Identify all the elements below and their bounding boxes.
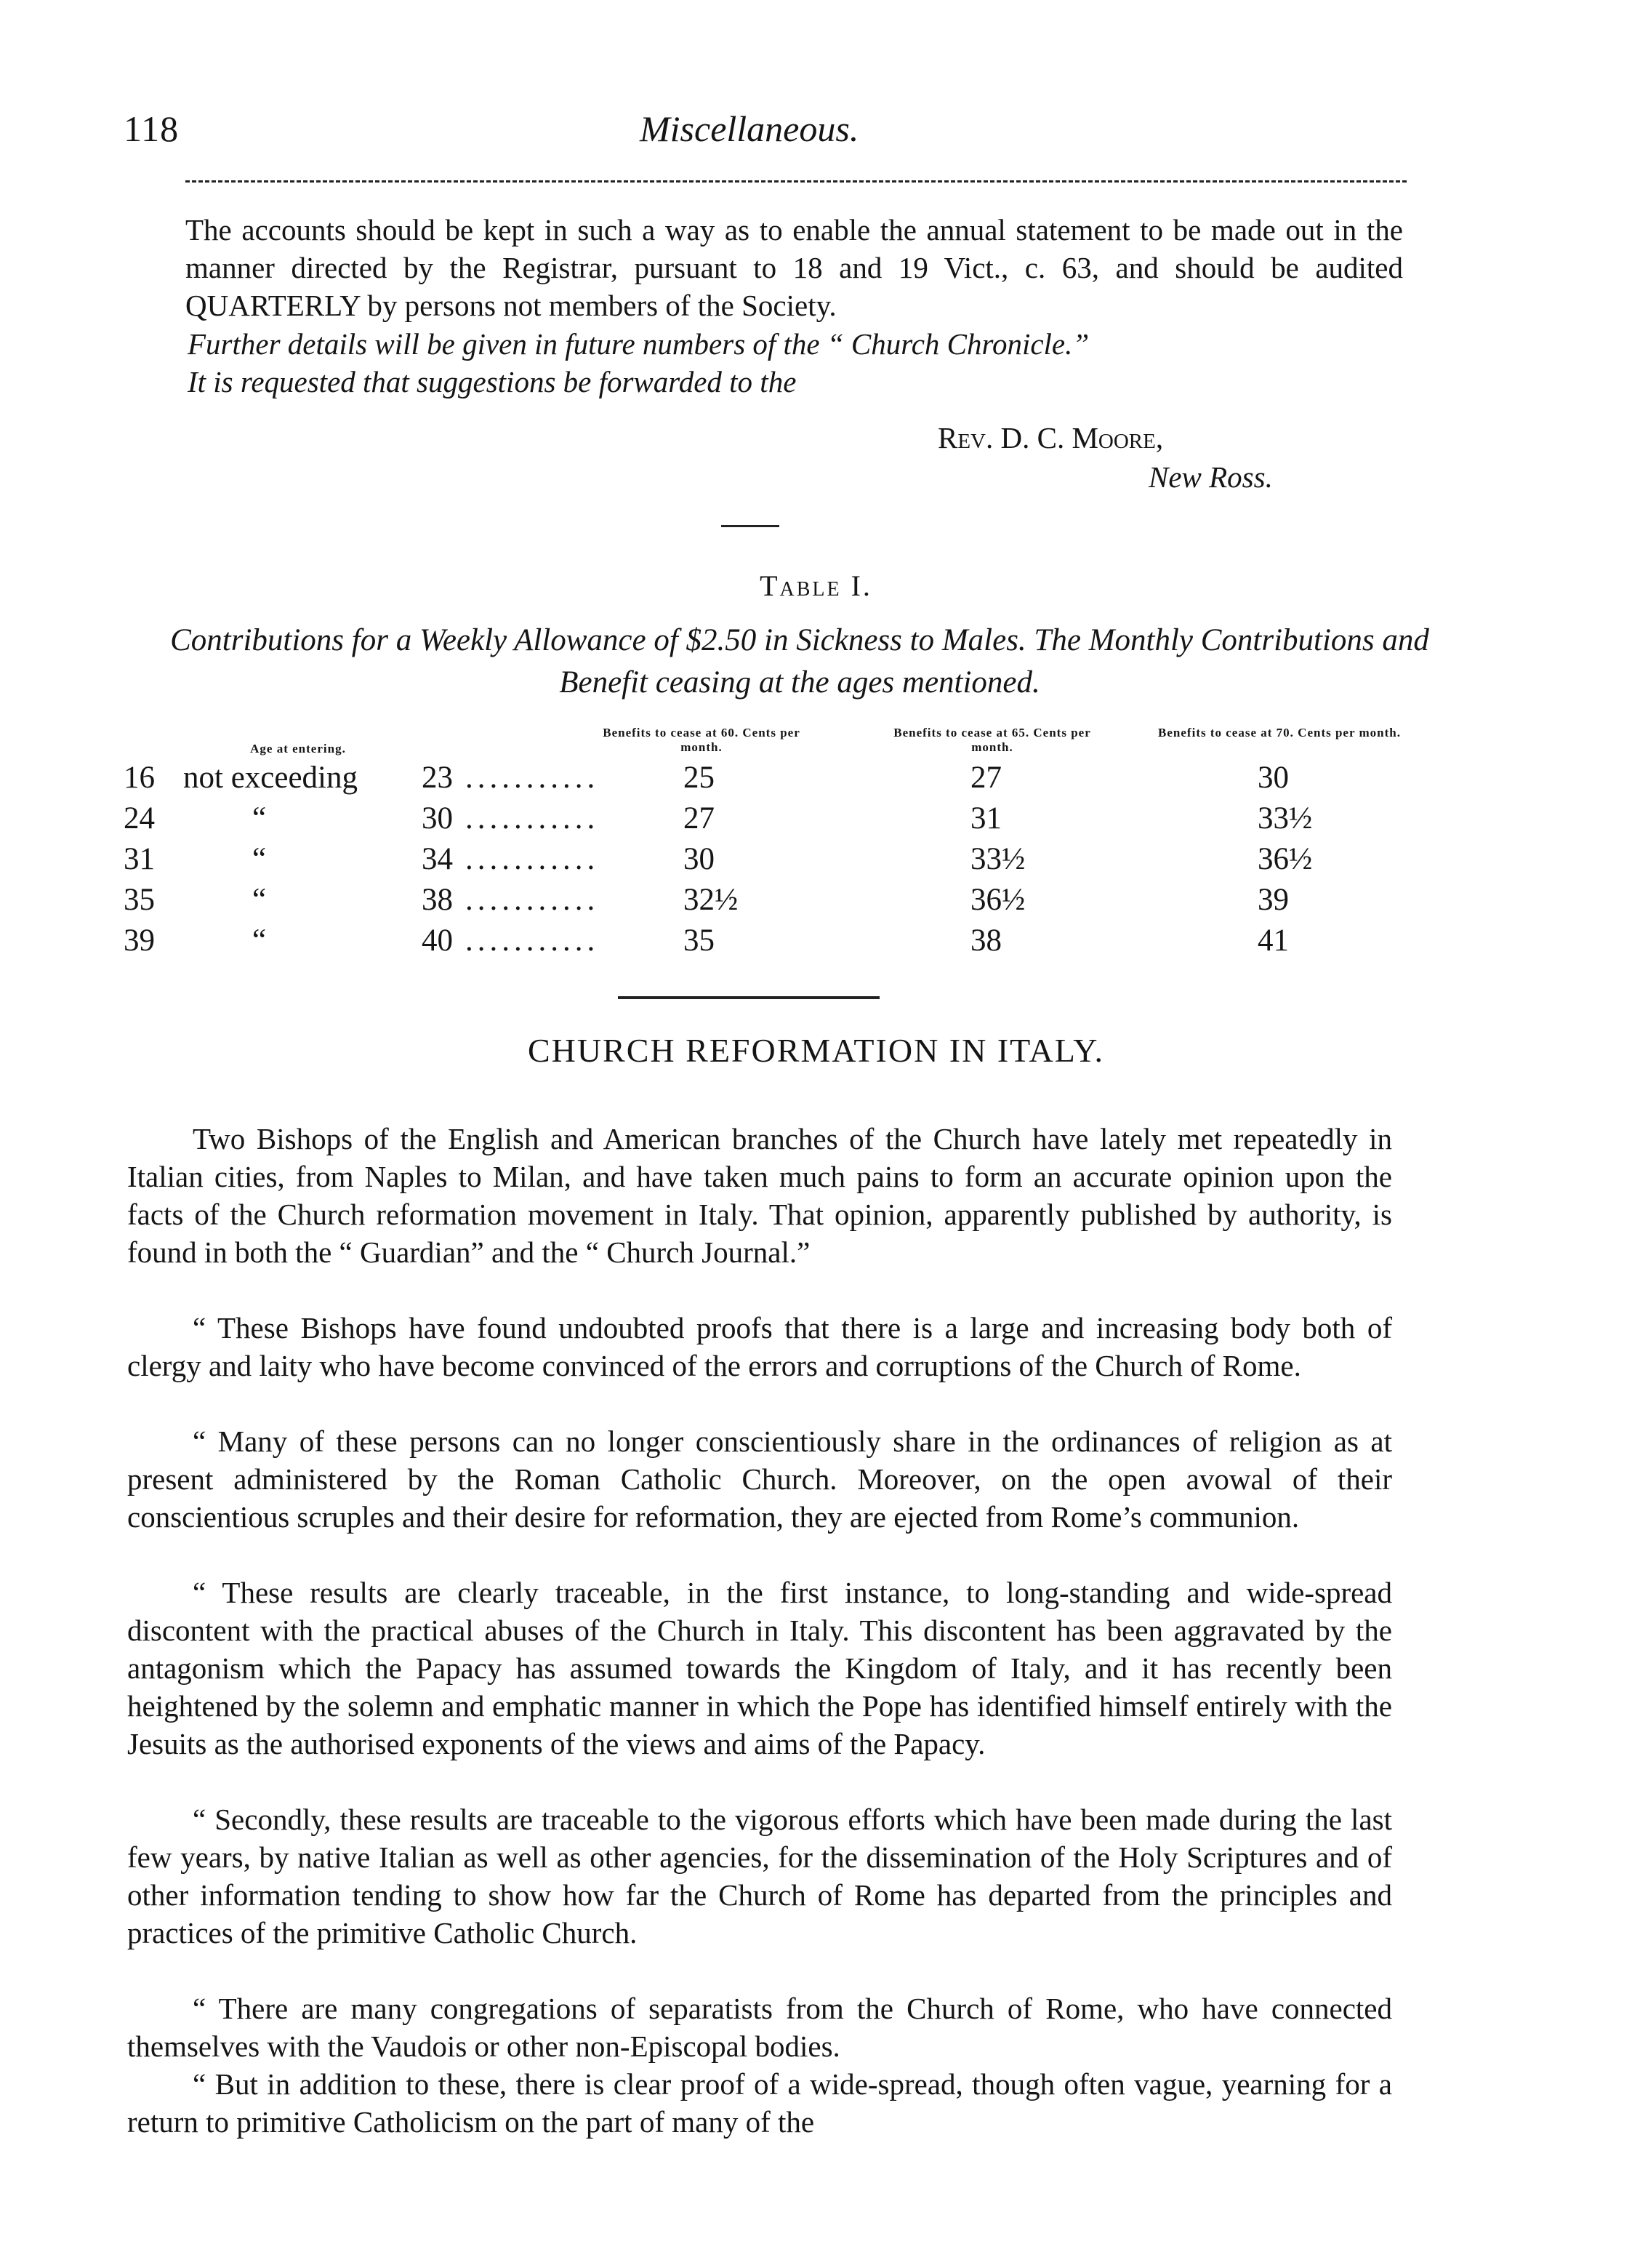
table-row bbox=[124, 760, 1432, 801]
dot-leader: ........... bbox=[465, 842, 600, 876]
cell-benefit-70: 33½ bbox=[1258, 801, 1313, 836]
cell-age: 39 bbox=[124, 923, 155, 958]
cell-age-limit: 40 bbox=[422, 923, 453, 958]
table-caption: Contributions for a Weekly Allowance of $2.50 in Sickness to Males. The Monthly Contributions and Benefit ceasing at the ages mentioned. bbox=[170, 623, 1429, 700]
table-row bbox=[124, 841, 1432, 882]
article-paragraph: “ Secondly, these results are traceable to the vigorous efforts which have been made during the last few years, by native Italian as well as other agencies, for the dissemination of the Holy Scriptures and of other information tending to show how far the Church of Rome has departed from the principles and practices of the primitive Catholic Church. bbox=[127, 1803, 1392, 1950]
cell-age: 24 bbox=[124, 801, 155, 836]
running-title: Miscellaneous. bbox=[640, 108, 859, 149]
accounts-paragraph: The accounts should be kept in such a way as to enable the annual statement to be made out in the manner directed by the Registrar, pursuant to 18 and 19 Vict., c. 63, and should be audited QUARTERLY by persons not members of the Society. bbox=[185, 213, 1403, 322]
request-line: It is requested that suggestions be forwarded to the bbox=[188, 365, 797, 398]
article-paragraph: “ Many of these persons can no longer conscientiously share in the ordinances of religion as at present administered by the Roman Catholic Church. Moreover, on the open avowal of their conscientious scruples and their desire for reformation, they are ejected from Rome’s communion. bbox=[127, 1424, 1392, 1534]
table-title: Table I. bbox=[760, 569, 872, 602]
table-row bbox=[124, 882, 1432, 923]
cell-benefit-70: 30 bbox=[1258, 761, 1289, 795]
dot-leader: ........... bbox=[465, 883, 600, 917]
signature-place: New Ross. bbox=[1149, 460, 1273, 494]
cell-age: 35 bbox=[124, 883, 155, 917]
article-paragraph: “ These Bishops have found undoubted proofs that there is a large and increasing body both of clergy and laity who have become convinced of the errors and corruptions of the Church of Rome. bbox=[127, 1311, 1392, 1382]
cell-benefit-65: 36½ bbox=[970, 883, 1026, 917]
cell-age-qualifier: not exceeding bbox=[183, 761, 358, 795]
cell-age-qualifier: “ bbox=[252, 923, 267, 958]
section-divider bbox=[721, 525, 779, 527]
header-rule bbox=[185, 180, 1407, 183]
cell-age-limit: 34 bbox=[422, 842, 453, 876]
cell-benefit-65: 38 bbox=[970, 923, 1002, 958]
cell-benefit-60: 35 bbox=[683, 923, 715, 958]
cell-age: 31 bbox=[124, 842, 155, 876]
cell-benefit-60: 30 bbox=[683, 842, 715, 876]
cell-benefit-65: 27 bbox=[970, 761, 1002, 795]
cell-age-limit: 30 bbox=[422, 801, 453, 836]
cell-benefit-60: 32½ bbox=[683, 883, 739, 917]
cell-age-qualifier: “ bbox=[252, 801, 267, 836]
cell-benefit-70: 39 bbox=[1258, 883, 1289, 917]
dot-leader: ........... bbox=[465, 801, 600, 836]
table-header-col60: Benefits to cease at 60. Cents per month. bbox=[603, 726, 800, 754]
cell-benefit-60: 27 bbox=[683, 801, 715, 836]
article-paragraph: Two Bishops of the English and American branches of the Church have lately met repeatedly in Italian cities, from Naples to Milan, and have taken much pains to form an accurate opinion upon the facts of the Church reformation movement in Italy. That opinion, apparently published by authority, is found in both the “ Guardian” and the “ Church Journal.” bbox=[127, 1122, 1392, 1269]
cell-benefit-70: 36½ bbox=[1258, 842, 1313, 876]
details-line: Further details will be given in future numbers of the “ Church Chronicle.” bbox=[188, 327, 1090, 361]
article-divider bbox=[618, 996, 880, 999]
cell-benefit-60: 25 bbox=[683, 761, 715, 795]
cell-age: 16 bbox=[124, 761, 155, 795]
table-header-col70: Benefits to cease at 70. Cents per month. bbox=[1158, 726, 1401, 740]
article-title: CHURCH REFORMATION IN ITALY. bbox=[527, 1032, 1105, 1069]
dot-leader: ........... bbox=[465, 761, 600, 795]
cell-age-qualifier: “ bbox=[252, 883, 267, 917]
article-paragraph: “ These results are clearly traceable, in the first instance, to long-standing and wide-spread discontent with the practical abuses of the Church in Italy. This discontent has been aggravated by the antagonism which the Papacy has assumed towards the Kingdom of Italy, and it has recently been heightened by the solemn and emphatic manner in which the Pope has identified himself entirely with the Jesuits as the authorised exponents of the views and aims of the Papacy. bbox=[127, 1576, 1392, 1760]
page-number: 118 bbox=[124, 108, 180, 149]
table-row bbox=[124, 801, 1432, 841]
cell-age-qualifier: “ bbox=[252, 842, 267, 876]
article-paragraph: “ There are many congregations of separatists from the Church of Rome, who have connected themselves with the Vaudois or other non-Episcopal bodies. bbox=[127, 1992, 1392, 2063]
cell-benefit-70: 41 bbox=[1258, 923, 1289, 958]
cell-age-limit: 38 bbox=[422, 883, 453, 917]
cell-age-limit: 23 bbox=[422, 761, 453, 795]
dot-leader: ........... bbox=[465, 923, 600, 958]
cell-benefit-65: 33½ bbox=[970, 842, 1026, 876]
article-paragraph: “ But in addition to these, there is clear proof of a wide-spread, though often vague, yearning for a return to primitive Catholicism on the part of many of the bbox=[127, 2067, 1392, 2139]
table-header-col65: Benefits to cease at 65. Cents per month. bbox=[893, 726, 1091, 754]
cell-benefit-65: 31 bbox=[970, 801, 1002, 836]
signature-name: Rev. D. C. Moore, bbox=[938, 421, 1164, 454]
table-header-age: Age at entering. bbox=[250, 742, 346, 756]
table-row bbox=[124, 923, 1432, 963]
